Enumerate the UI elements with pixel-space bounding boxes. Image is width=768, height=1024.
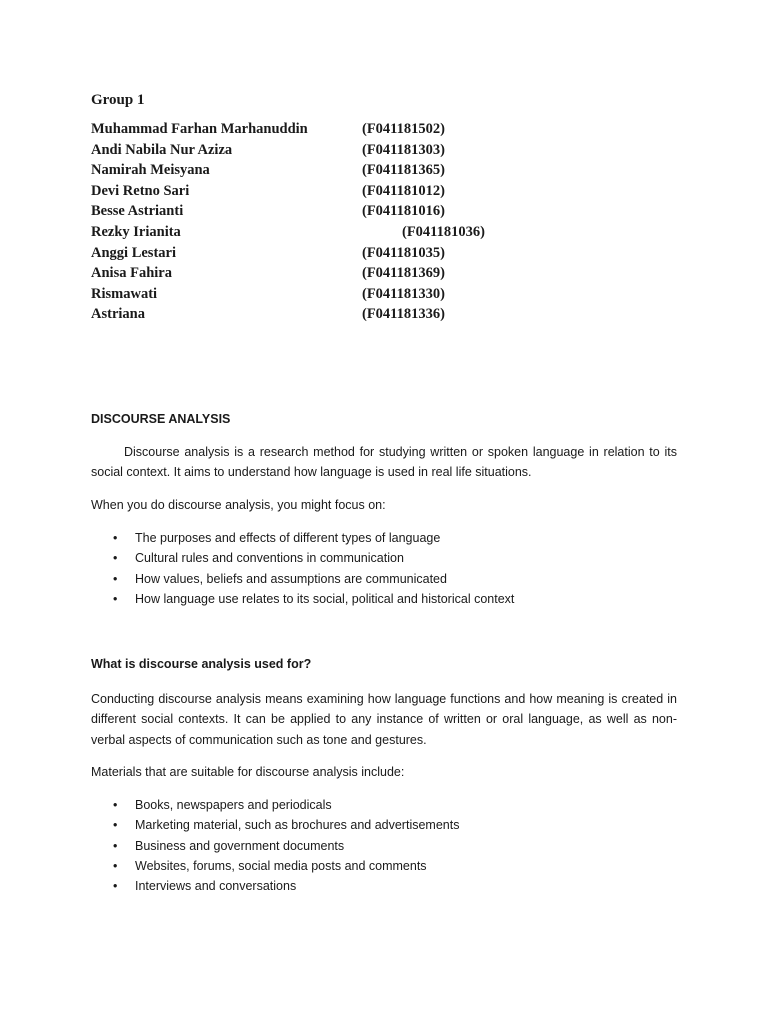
list-item-text: Business and government documents <box>135 838 345 853</box>
materials-list <box>91 795 459 896</box>
member-row <box>91 304 611 325</box>
bullet-icon: • <box>113 551 118 566</box>
list-item <box>91 856 459 876</box>
list-item-text: Cultural rules and conventions in communication <box>135 551 404 566</box>
list-item <box>91 548 514 568</box>
bullet-icon: • <box>113 591 118 606</box>
bullet-icon: • <box>113 838 118 853</box>
member-nim: (F041181336) <box>362 306 445 323</box>
list-item-text: Interviews and conversations <box>135 879 297 894</box>
materials-lead: Materials that are suitable for discourse analysis include: <box>91 765 405 779</box>
list-item <box>91 836 459 856</box>
bullet-icon: • <box>113 858 118 873</box>
member-row <box>91 140 611 161</box>
list-item-text: Websites, forums, social media posts and comments <box>135 858 427 873</box>
member-row <box>91 263 611 284</box>
list-item <box>91 795 459 815</box>
section-heading: DISCOURSE ANALYSIS <box>91 412 231 426</box>
member-row <box>91 181 611 202</box>
member-row <box>91 119 611 140</box>
member-name: Devi Retno Sari <box>91 182 190 199</box>
member-nim: (F041181502) <box>362 121 445 137</box>
intro-paragraph: Discourse analysis is a research method for studying written or spoken language in relation to its social context. It aims to understand how language is used in real life situations. <box>91 445 677 480</box>
member-name: Namirah Meisyana <box>91 162 210 179</box>
bullet-icon: • <box>113 531 118 545</box>
member-name: Astriana <box>91 306 145 323</box>
member-name: Anisa Fahira <box>91 265 172 282</box>
member-name: Muhammad Farhan Marhanuddin <box>91 121 308 137</box>
list-item-text: Books, newspapers and periodicals <box>135 798 332 812</box>
member-row <box>91 160 611 181</box>
used-for-paragraph: Conducting discourse analysis means examining how language functions and how meaning is created in different social contexts. It can be applied to any instance of written or oral language, as well as non-verbal aspects of communication such as tone and gestures. <box>91 692 677 747</box>
list-item <box>91 589 514 609</box>
member-nim: (F041181012) <box>362 182 445 199</box>
list-item-text: The purposes and effects of different types of language <box>135 531 441 545</box>
member-list <box>91 119 611 325</box>
list-item-text: How language use relates to its social, political and historical context <box>135 591 515 606</box>
bullet-icon: • <box>113 879 118 894</box>
member-nim: (F041181365) <box>362 162 445 179</box>
bullet-icon: • <box>113 818 118 833</box>
member-name: Andi Nabila Nur Aziza <box>91 141 233 158</box>
member-row <box>91 222 611 243</box>
member-name: Rezky Irianita <box>91 223 181 240</box>
member-row <box>91 243 611 264</box>
list-item <box>91 528 514 548</box>
group-title: Group 1 <box>91 92 145 108</box>
member-nim: (F041181330) <box>362 285 445 302</box>
member-name: Rismawati <box>91 285 158 302</box>
member-nim: (F041181035) <box>362 244 445 261</box>
list-item-text: How values, beliefs and assumptions are communicated <box>135 571 447 586</box>
member-nim: (F041181016) <box>362 203 445 220</box>
member-row <box>91 201 611 222</box>
list-item <box>91 815 459 835</box>
member-nim: (F041181036) <box>402 223 485 240</box>
focus-lead: When you do discourse analysis, you might focus on: <box>91 498 386 512</box>
member-name: Anggi Lestari <box>91 244 176 261</box>
bullet-icon: • <box>113 798 118 812</box>
list-item <box>91 876 459 896</box>
member-nim: (F041181303) <box>362 141 445 158</box>
member-row <box>91 284 611 305</box>
member-nim: (F041181369) <box>362 265 445 282</box>
focus-list <box>91 528 514 609</box>
used-for-heading: What is discourse analysis used for? <box>91 657 312 671</box>
list-item-text: Marketing material, such as brochures and advertisements <box>135 818 460 833</box>
member-name: Besse Astrianti <box>91 203 184 220</box>
list-item <box>91 569 514 589</box>
bullet-icon: • <box>113 571 118 586</box>
